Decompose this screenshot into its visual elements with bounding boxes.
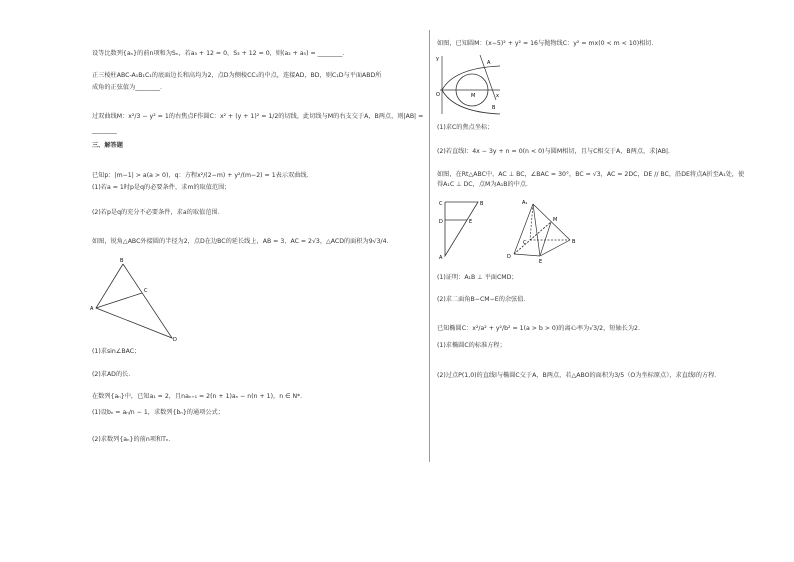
label-b: B — [480, 201, 484, 207]
label-a: A — [487, 60, 491, 66]
label-d: D — [439, 219, 443, 225]
label-a: A — [439, 255, 443, 261]
label-a1: A₁ — [522, 200, 528, 206]
label-d: D — [173, 337, 177, 343]
question-parabola-part-1: (1)求C的焦点坐标； — [437, 124, 494, 131]
edge-a1-b — [533, 204, 570, 240]
question-prism-line-1: 正三棱柱ABC-A₁B₁C₁的底面边长和高均为2，点D为侧棱CC₁的中点，连接AD，BD，则C₁D与平面ABD所 — [92, 72, 382, 79]
label-e: E — [539, 259, 543, 265]
question-folding-line-1: 如图，在Rt△ABC中，AC ⊥ BC，∠BAC = 30°，BC = √3，AC = 2DC，DE // BC，沿DE将点A折至A₁处，使 — [437, 171, 745, 178]
label-b: B — [492, 105, 496, 111]
question-folding-part-2: (2)求二面角B−CM−E的余弦值． — [437, 296, 530, 303]
question-parabola-line-1: 如图，已知圆M：(x−5)² + y² = 16与抛物线C：y² = mx(0 < m < 10)相切． — [437, 40, 658, 47]
question-propositions-line-1: 已知p：|m−1| > a(a > 0)，q：方程x²/(2−m) + y²/(m−2) = 1表示双曲线． — [92, 172, 313, 179]
label-m: M — [553, 217, 558, 223]
label-e: E — [469, 219, 473, 225]
question-recurrence-line-1: 在数列{aₙ}中，已知a₁ = 2，且naₙ₊₁ = 2(n + 1)aₙ − n(n + 1)，n ∈ N*． — [92, 393, 307, 400]
label-c: C — [144, 288, 148, 294]
label-m: M — [471, 93, 476, 99]
section-heading-answers: 三、解答题 — [92, 142, 123, 149]
question-triangle-part-1: (1)求sin∠BAC； — [92, 348, 141, 355]
label-o: O — [436, 92, 440, 98]
question-prism-line-2: 成角的正弦值为________． — [92, 84, 167, 91]
label-d: D — [507, 254, 511, 260]
question-triangle-part-2: (2)求AD的长． — [92, 371, 135, 378]
folded-solid-figure — [500, 194, 580, 266]
parabola-figure — [434, 52, 504, 116]
question-folding-line-2: 得A₁C ⊥ DC，点M为A₁B的中点． — [437, 181, 533, 188]
segment-dm — [514, 222, 551, 254]
label-y: y — [436, 56, 439, 62]
label-a: A — [90, 306, 94, 312]
segment-ac — [96, 293, 142, 308]
question-triangle-line-1: 如图，锐角△ABC外接圆的半径为2，点D在边BC的延长线上，AB = 3，AC = 2√3，△ACD的面积为9√3/4． — [92, 238, 393, 245]
question-propositions-part-1: (1)若a = 1时p是q的必要条件，求m的取值范围； — [92, 184, 231, 191]
label-b: B — [572, 239, 576, 245]
label-c: C — [523, 240, 527, 246]
edge-a1-c — [530, 204, 533, 240]
label-x: x — [496, 93, 499, 99]
question-propositions-part-2: (2)若p是q的充分不必要条件，求a的取值范围． — [92, 209, 224, 216]
edge-a1-e — [533, 204, 540, 256]
question-ellipse-part-2: (2)过点P(1,0)的直线l与椭圆C交于A，B两点，若△ABO的面积为3/5（O为坐标原点），求直线l的方程． — [437, 372, 721, 379]
label-b: B — [120, 258, 124, 264]
column-divider — [429, 30, 430, 462]
flat-triangle-figure — [437, 194, 487, 262]
question-hyperbola-line-1: 过双曲线M：x²/3 − y² = 1的右焦点F作圆C：x² + (y + 1)² = 1/2的切线，此切线与M的右支交于A，B两点，则|AB| = — [92, 113, 424, 120]
question-sequence-sum: 设等比数列{aₙ}的前n项和为Sₙ，若a₃ + 12 = 0，S₃ + 12 = 0，则(a₂ + a₅) = ________． — [92, 50, 349, 57]
question-hyperbola-line-2: ________ — [92, 127, 117, 134]
edge-a1-d — [514, 204, 533, 254]
triangle-outline — [96, 264, 172, 338]
right-triangle-outline — [445, 202, 478, 256]
question-recurrence-part-2: (2)求数列{aₙ}的前n项和Tₙ． — [92, 436, 175, 443]
question-parabola-part-2: (2)若直线l：4x − 3y + n = 0(n < 0)与圆M相切，且与C相交于A，B两点，求|AB|． — [437, 148, 675, 155]
question-ellipse-line-1: 已知椭圆C：x²/a² + y²/b² = 1(a > b > 0)的离心率为√3/2，短轴长为2． — [437, 325, 645, 332]
triangle-figure — [88, 252, 188, 344]
question-folding-part-1: (1)证明：A₁B ⊥ 平面CMD； — [437, 274, 518, 281]
question-ellipse-part-1: (1)求椭圆C的标准方程； — [437, 342, 506, 349]
label-c: C — [439, 201, 443, 207]
edge-d-e — [514, 254, 540, 256]
question-recurrence-part-1: (1)设bₙ = aₙ/n − 1，求数列{bₙ}的通项公式； — [92, 409, 224, 416]
